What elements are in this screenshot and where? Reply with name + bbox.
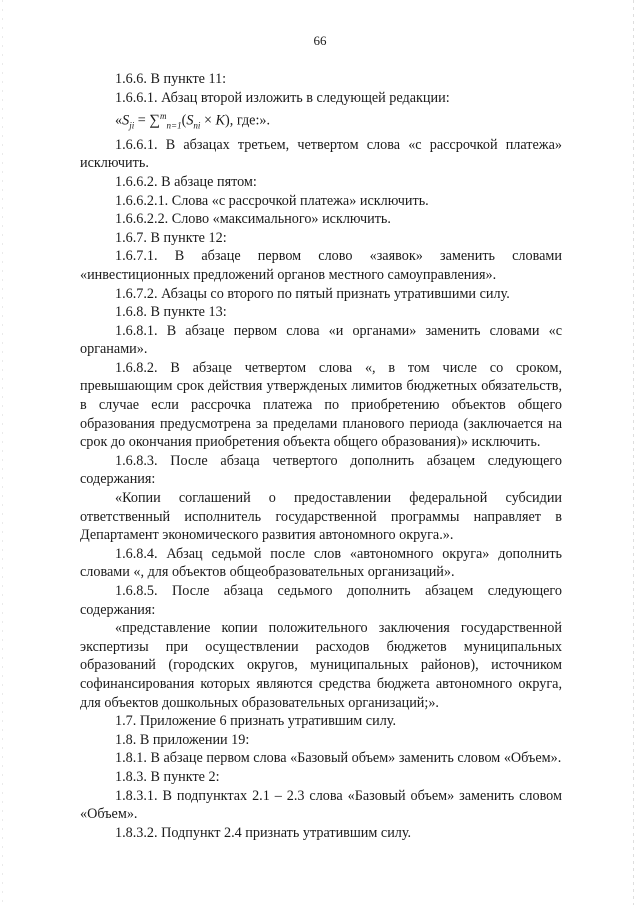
page-number: 66 <box>313 33 327 48</box>
paragraph-quote-expertise: «представление копии положительного заключения государственной экспертизы при осуществлении расходов бюджетов муниципальных образований (городских округов, муниципальных районов), источником софинансирования которых являются средства бюджета автономного округа, для объектов дошкольных образовательных организаций;». <box>80 620 562 711</box>
paragraph-1-6-6-1-b: 1.6.6.1. В абзацах третьем, четвертом слова «с рассрочкой платежа» исключить. <box>80 136 562 172</box>
paragraph-1-6-8-3: 1.6.8.3. После абзаца четвертого дополнить абзацем следующего содержания: <box>80 452 562 488</box>
formula-paren-open: ( <box>181 112 187 129</box>
formula-times: × <box>200 112 216 129</box>
paragraph-1-8: 1.8. В приложении 19: <box>115 731 250 748</box>
paragraph-1-6-6-2-1: 1.6.6.2.1. Слова «с рассрочкой платежа» исключить. <box>115 192 429 209</box>
formula-line <box>80 107 562 136</box>
formula-lhs-sub: ji <box>129 120 135 131</box>
formula-equals: = <box>134 112 150 129</box>
paragraph-1-6-6-2-2: 1.6.6.2.2. Слово «максимального» исключить. <box>115 211 391 228</box>
paragraph-1-6-8-1: 1.6.8.1. В абзаце первом слова «и органами» заменить словами «с органами». <box>80 322 562 358</box>
paragraph-1-6-7: 1.6.7. В пункте 12: <box>115 229 227 246</box>
paragraph-1-6-8-5: 1.6.8.5. После абзаца седьмого дополнить абзацем следующего содержания: <box>80 583 562 618</box>
paragraph-1-6-7-1: 1.6.7.1. В абзаце первом слово «заявок» заменить словами «инвестиционных предложений органов местного самоуправления». <box>80 248 562 283</box>
formula-lhs: S <box>122 112 130 129</box>
formula-paren-close: ) <box>225 112 230 129</box>
paragraph-1-7: 1.7. Приложение 6 признать утратившим силу. <box>115 713 396 730</box>
paragraph-1-8-3-2: 1.8.3.2. Подпункт 2.4 признать утратившим силу. <box>115 824 412 841</box>
formula-k: K <box>215 112 226 129</box>
paragraph-1-6-7-2: 1.6.7.2. Абзацы со второго по пятый признать утратившими силу. <box>115 285 510 302</box>
paragraph-1-8-3-1: 1.8.3.1. В подпунктах 2.1 – 2.3 слова «Базовый объем» заменить словом «Объем». <box>80 787 562 823</box>
formula-s: S <box>186 112 194 129</box>
paragraph-1-6-8-4: 1.6.8.4. Абзац седьмой после слов «автономного округа» дополнить словами «, для объектов общеобразовательных организаций». <box>80 545 562 581</box>
paragraph-1-8-1: 1.8.1. В абзаце первом слова «Базовый объем» заменить словом «Объем». <box>115 750 562 767</box>
formula-tail: , где:». <box>229 112 271 129</box>
scan-edge-right <box>633 0 634 905</box>
paragraph-1-6-6: 1.6.6. В пункте 11: <box>115 71 227 87</box>
formula-sum-sub: n=1 <box>166 120 182 131</box>
paragraph-1-6-6-1: 1.6.6.1. Абзац второй изложить в следующей редакции: <box>115 89 450 106</box>
paragraph-1-6-6-2: 1.6.6.2. В абзаце пятом: <box>115 173 257 190</box>
formula-sum-sup: m <box>160 111 167 122</box>
document-body <box>80 70 562 842</box>
paragraph-1-6-8-2: 1.6.8.2. В абзаце четвертом слова «, в том числе со сроком, превышающим срок действия утвержденых лимитов бюджетных обязательств, в случае если рассрочка платежа по приобретению объектов общего образования предусмотрена за пределами планового периода (заключается на срок до окончания приобретения объекта общего образования)» исключить. <box>80 359 562 451</box>
formula-open-quote: « <box>115 112 123 129</box>
formula-s-sub: ni <box>193 120 201 131</box>
paragraph-1-6-8: 1.6.8. В пункте 13: <box>115 304 227 321</box>
paragraph-1-8-3: 1.8.3. В пункте 2: <box>115 768 220 785</box>
paragraph-quote-subsidy: «Копии соглашений о предоставлении федеральной субсидии ответственный исполнитель государственной программы направляет в Департамент экономического развития автономного округа.». <box>80 490 562 544</box>
formula-sum: ∑ <box>149 112 161 129</box>
scan-edge-left <box>2 0 3 905</box>
